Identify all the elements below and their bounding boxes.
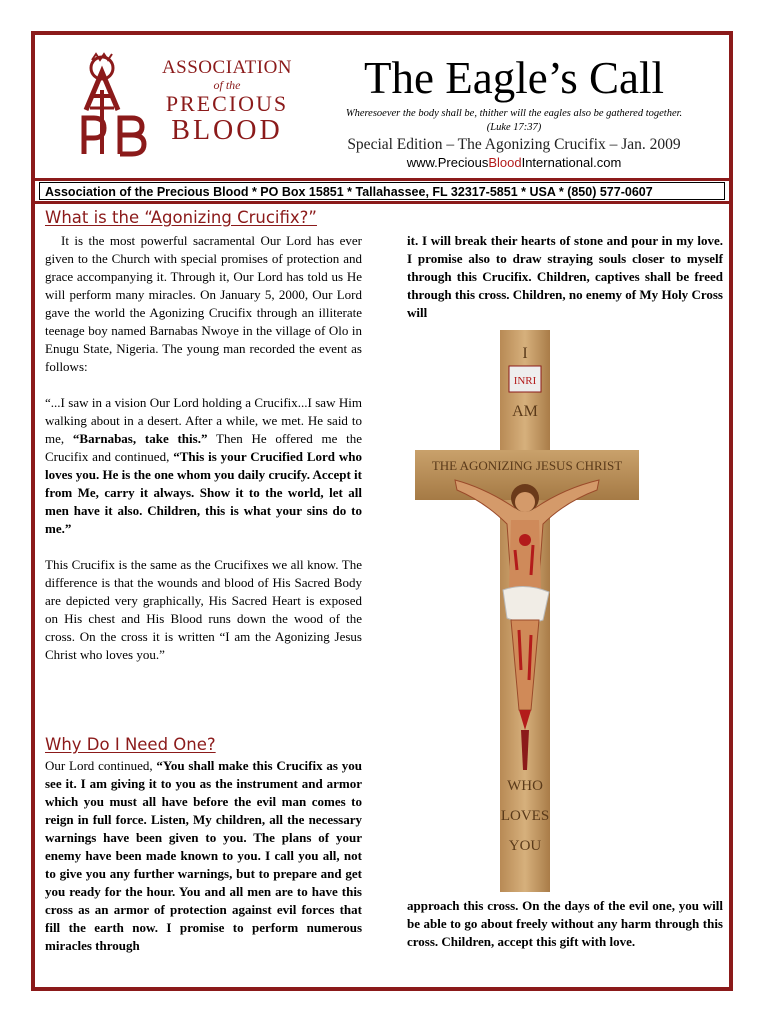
- cross-word-you: YOU: [508, 838, 542, 854]
- website-link[interactable]: [312, 155, 716, 171]
- cross-word-am: AM: [512, 403, 538, 420]
- quote-plain-2: Then He offered me the Crucifix and continued,: [45, 431, 362, 464]
- inri-plaque: INRI: [513, 375, 537, 387]
- edition-line: Special Edition – The Agonizing Crucifix – Jan. 2009: [347, 136, 681, 153]
- right-column-bottom: [407, 897, 723, 951]
- quote-plain-1: “...I saw in a vision Our Lord holding a Crucifix...I saw Him walking about in a desert. After a while, we met. He said to me,: [45, 395, 362, 446]
- website-highlight: Blood: [488, 155, 522, 170]
- website-suffix: International.com: [521, 155, 622, 170]
- cross-word-i: I: [522, 345, 528, 362]
- logo-line-3: PRECIOUS: [165, 91, 289, 116]
- logo-line-2: of the: [213, 78, 241, 92]
- message-continuation-bold: it. I will break their hearts of stone and pour in my love. I promise also to draw straying souls closer to myself through this Crucifix. Children, captives shall be freed through this cross. Children, no enemy of My Holy Cross will: [407, 233, 723, 320]
- cross-word-loves: LOVES: [500, 808, 550, 824]
- crossbar-inscription: THE AGONIZING JESUS CHRIST: [431, 458, 623, 473]
- message-conclusion: [407, 897, 723, 951]
- section-heading-why-need-one: Why Do I Need One?: [45, 735, 216, 754]
- newsletter-title: The Eagle’s Call: [364, 53, 664, 103]
- agonizing-crucifix-image: [415, 330, 639, 892]
- quote-bold-2: “This is your Crucified Lord who loves you. He is the one whom you daily crucify. Accept it from Me, carry it always. Show it to the world, let all men have it also. Children, this is what your sins do to me.”: [45, 449, 362, 536]
- lead-plain: Our Lord continued,: [45, 758, 157, 773]
- masthead-verse: [312, 107, 716, 135]
- cross-word-who: WHO: [507, 778, 543, 794]
- vision-quote: [45, 394, 362, 538]
- continued-message: [45, 757, 362, 955]
- quote-bold-1: “Barnabas, take this.”: [72, 431, 208, 446]
- intro-paragraph: It is the most powerful sacramental Our Lord has ever given to the Church with special promises of protection and grace accompanying it. Through it, Our Lord has told us He will perform many miracles. On January 5, 2000, Our Lord gave the world the Agonizing Crucifix through an illiterate teenage boy named Barnabas Nwoye in the village of Olo in Enugu State, Nigeria. The young man recorded the event as follows:: [45, 233, 362, 374]
- section-heading-agonizing-crucifix: What is the “Agonizing Crucifix?”: [45, 208, 317, 227]
- lead-bold: “You shall make this Crucifix as you see it. I am giving it to you as the instrument and armor which you must all have before the evil man comes to reign in full force. Listen, My children, all the necessary warnings have been given to you. The plans of your enemy have been made known to you. I call you all, not to give you any further warnings, but to prepare and get you ready for the hour. You and all men are to have this cross as an armor of protection against evil forces that fill the earth now. I promise to perform numerous miracles through: [45, 758, 362, 953]
- message-continuation: [407, 232, 723, 322]
- left-column-top: [45, 232, 362, 664]
- description-paragraph: This Crucifix is the same as the Crucifixes we all know. The difference is that the wounds and blood of His Sacred Body are depicted very graphically, His Sacred Heart is exposed on His chest and His Blood runs down the wood of the cross. On the cross it is written “I am the Agonizing Jesus Christ who loves you.”: [45, 557, 362, 662]
- right-column-top: [407, 232, 723, 322]
- left-column-bottom: [45, 757, 362, 955]
- logo-line-4: BLOOD: [171, 115, 283, 146]
- message-conclusion-bold: approach this cross. On the days of the evil one, you will be able to go about freely without any harm through this cross. Children, accept this gift with love.: [407, 898, 723, 949]
- verse-text: Wheresoever the body shall be, thither will the eagles also be gathered together.: [345, 108, 683, 119]
- address-bar: [35, 178, 729, 204]
- address-text: Association of the Precious Blood * PO Box 15851 * Tallahassee, FL 32317-5851 * USA * (850) 577-0607: [39, 182, 725, 200]
- logo-wordmark: [152, 58, 302, 146]
- verse-reference: (Luke 17:37): [486, 122, 542, 133]
- website-prefix: www.Precious: [406, 155, 489, 170]
- logo-line-1: ASSOCIATION: [161, 57, 293, 78]
